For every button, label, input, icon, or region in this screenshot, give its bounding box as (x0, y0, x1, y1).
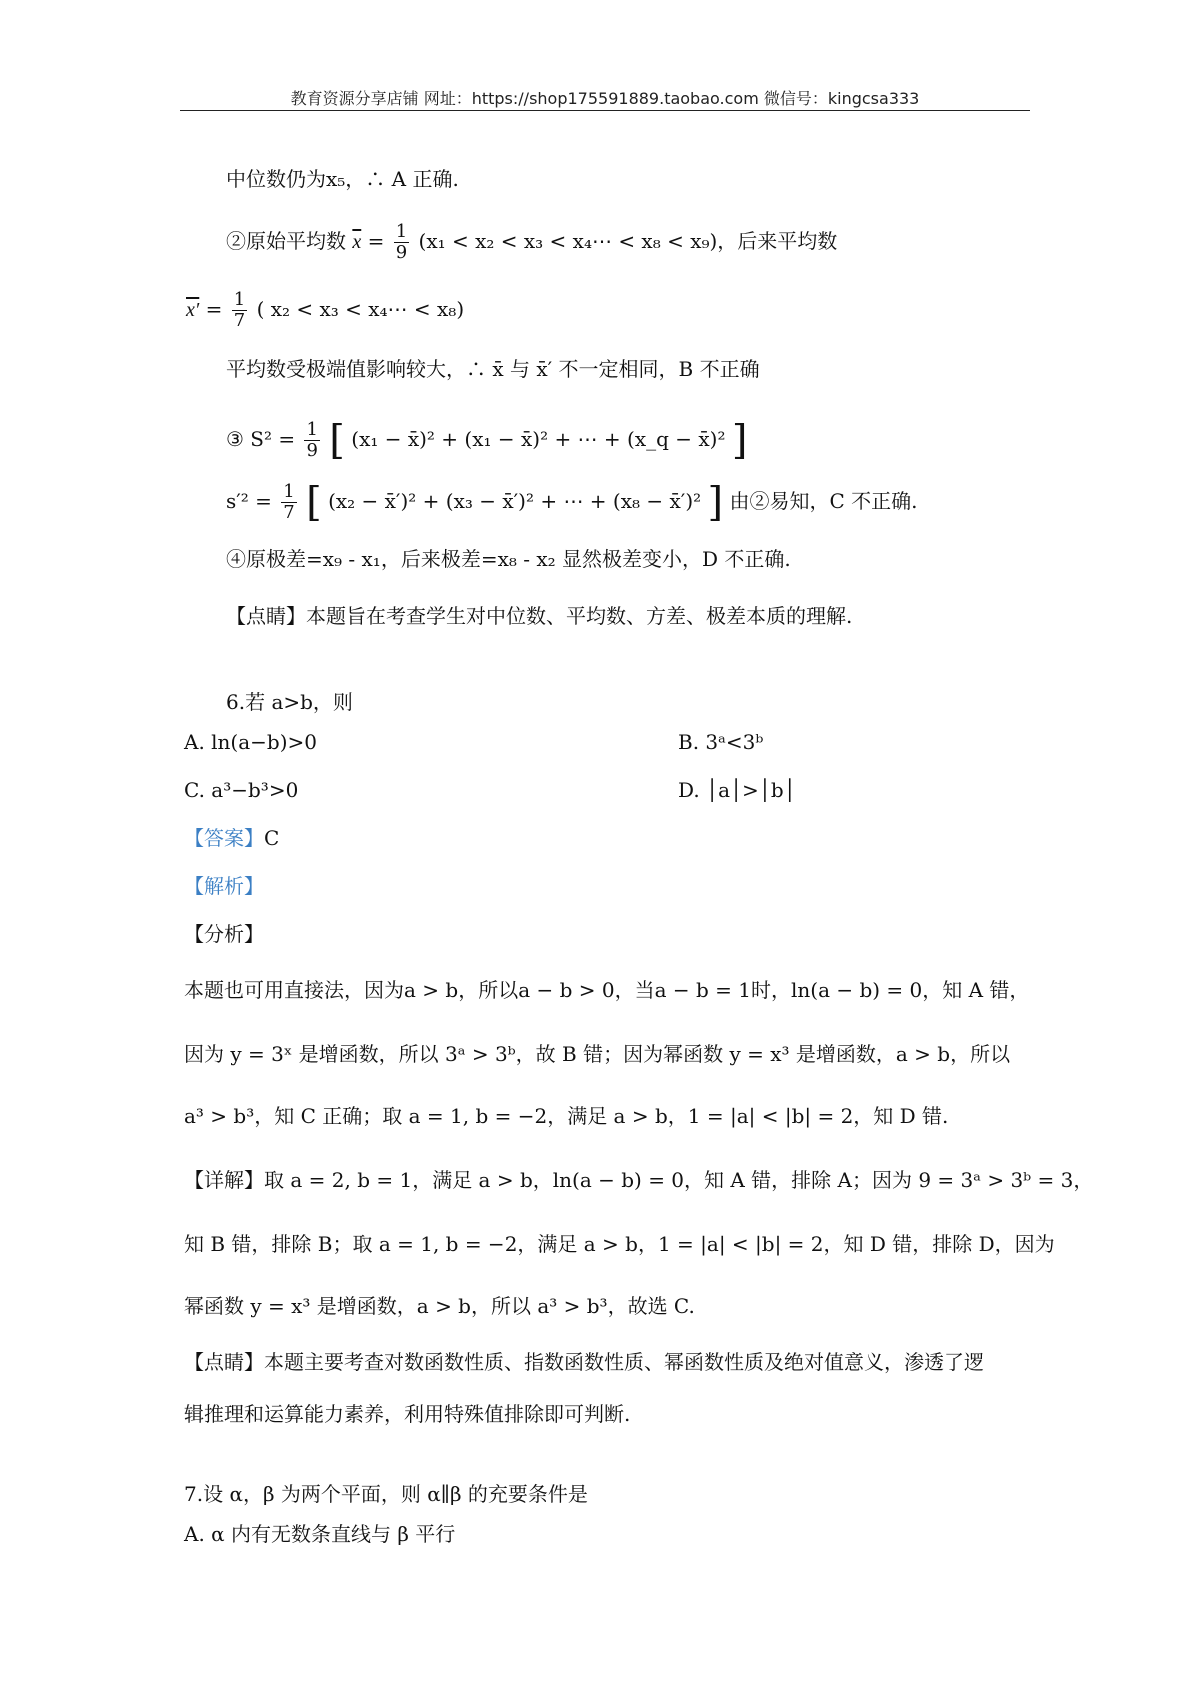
q5-mean-conclusion: 平均数受极端值影响较大，∴ x̄ 与 x̄′ 不一定相同，B 不正确 (226, 357, 760, 381)
q5-new-mean-expr: ( x₂ < x₃ < x₄⋯ < x₈) (256, 297, 465, 321)
q6-detail-p2: 知 B 错，排除 B；取 a = 1, b = −2，满足 a > b，1 = |a| < |b| = 2，知 D 错，排除 D，因为 (184, 1232, 1055, 1256)
q5-variance-line: ③ S² = $\frac{1}{9}$ [ (x₁ − x̄)² + (x₁ − x̄)² + ⋯ + (x_q − x̄)² ] (226, 417, 748, 464)
q6-option-c: C. a³−b³>0 (184, 778, 299, 802)
q6-detail-p3: 幂函数 y = x³ 是增函数，a > b，所以 a³ > b³，故选 C. (184, 1294, 695, 1318)
q6-analysis-p1: 本题也可用直接法，因为a > b，所以a − b > 0，当a − b = 1时，ln(a − b) = 0，知 A 错， (184, 978, 1030, 1002)
q6-remark-p2: 辑推理和运算能力素养，利用特殊值排除即可判断. (184, 1402, 631, 1426)
answer-label: 【答案】 (184, 826, 264, 850)
q5-mean-line: ②原始平均数 $\overline{x}$ = $\frac{1}{9}$ (x₁ < x₂ < x₃ < x₄⋯ < x₈ < x₉)，后来平均数 (226, 221, 838, 263)
mean-symbol: $\overline{x}$ (352, 231, 362, 253)
q6-answer (184, 824, 279, 852)
q5-new-variance-line: s′² = $\frac{1}{7}$ [ (x₂ − x̄′)² + (x₃ − x̄′)² + ⋯ + (x₈ − x̄′)² ] 由②易知，C 不正确. (226, 479, 918, 526)
q5-range-line: ④原极差=x₉ - x₁，后来极差=x₈ - x₂ 显然极差变小，D 不正确. (226, 547, 791, 571)
q5-mean-expr: (x₁ < x₂ < x₃ < x₄⋯ < x₈ < x₉)，后来平均数 (418, 229, 838, 253)
variance-label: ③ S² = (226, 427, 296, 451)
new-variance-conclusion: 由②易知，C 不正确. (729, 489, 918, 513)
new-mean-symbol: x′ (186, 299, 200, 321)
q6-option-d: D. │a│>│b│ (678, 778, 796, 802)
variance-expr: (x₁ − x̄)² + (x₁ − x̄)² + ⋯ + (x_q − x̄)² (351, 427, 726, 451)
q5-mean-label: ②原始平均数 (226, 229, 346, 253)
variance-fraction-ninth: $\frac{1}{9}$ (306, 419, 318, 461)
q6-detail-p1: 【详解】取 a = 2, b = 1，满足 a > b，ln(a − b) = 0，知 A 错，排除 A；因为 9 = 3ᵃ > 3ᵇ = 3， (184, 1168, 1094, 1192)
answer-value: C (264, 826, 280, 850)
page-header: 教育资源分享店铺 网址：https://shop175591889.taobao.com 微信号：kingcsa333 (290, 89, 920, 108)
q6-fenxi-label: 【分析】 (184, 922, 264, 946)
q7-stem: 7.设 α，β 为两个平面，则 α∥β 的充要条件是 (184, 1482, 588, 1506)
q7-option-a: A. α 内有无数条直线与 β 平行 (184, 1522, 456, 1546)
header-divider (180, 110, 1030, 111)
fraction-one-ninth: $\frac{1}{9}$ (395, 221, 408, 263)
q5-new-mean-line: x′ = $\frac{1}{7}$ ( x₂ < x₃ < x₄⋯ < x₈) (186, 289, 465, 331)
q6-analysis-p2: 因为 y = 3ˣ 是增函数，所以 3ᵃ > 3ᵇ，故 B 错；因为幂函数 y = x³ 是增函数，a > b，所以 (184, 1042, 1011, 1066)
new-variance-label: s′² = (226, 489, 272, 513)
fraction-one-seventh: $\frac{1}{7}$ (233, 289, 246, 331)
q6-analysis-label: 【解析】 (184, 874, 264, 898)
q6-option-b: B. 3ᵃ<3ᵇ (678, 730, 764, 754)
q6-analysis-p3: a³ > b³，知 C 正确；取 a = 1, b = −2，满足 a > b，1 = |a| < |b| = 2，知 D 错. (184, 1104, 949, 1128)
q6-stem: 6.若 a>b，则 (226, 690, 353, 714)
q6-remark-p1: 【点睛】本题主要考查对数函数性质、指数函数性质、幂函数性质及绝对值意义，渗透了逻 (184, 1350, 984, 1374)
new-variance-fraction-seventh: $\frac{1}{7}$ (283, 481, 295, 523)
q5-remark: 【点睛】本题旨在考查学生对中位数、平均数、方差、极差本质的理解. (226, 604, 853, 628)
q5-median-line: 中位数仍为x₅，∴ A 正确. (226, 167, 459, 191)
new-variance-expr: (x₂ − x̄′)² + (x₃ − x̄′)² + ⋯ + (x₈ − x̄′)² (328, 489, 702, 513)
q6-option-a: A. ln(a−b)>0 (184, 730, 318, 754)
